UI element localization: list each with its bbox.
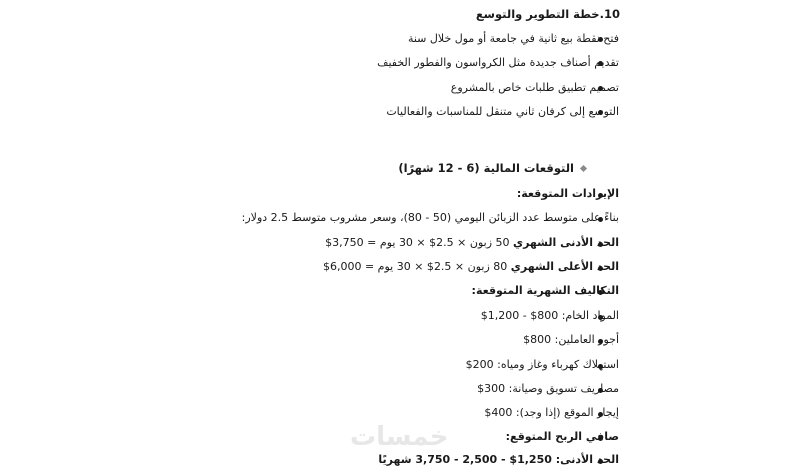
revenue-min — [325, 235, 619, 251]
revenue-max-value: 80 زبون × 2.5$ × 30 يوم = 6,000$ — [322, 260, 508, 273]
cost-item: المواد الخام: 800$ - 1,200$ — [480, 309, 619, 322]
profit-min: الحد الأدنى: 1,250$ - 2,500 - 3,750 شهريًا — [378, 453, 619, 466]
cost-item: استهلاك كهرباء وغاز ومياه: 200$ — [465, 358, 619, 371]
costs-label: التكاليف الشهرية المتوقعة: — [471, 284, 619, 297]
diamond-bullet-icon — [580, 165, 587, 172]
revenue-min-label: الحد الأدنى الشهري — [513, 236, 619, 249]
section-heading-financial: التوقعات المالية (6 - 12 شهرًا) — [398, 161, 574, 175]
revenue-basis: بناءً على متوسط عدد الزبائن اليومي (50 - 80)، وسعر مشروب متوسط 2.5 دولار: — [241, 211, 619, 224]
revenue-label: الإيرادات المتوقعة: — [516, 187, 619, 200]
cost-item: إيجار الموقع (إذا وجد): 400$ — [484, 406, 619, 419]
list-item: فتح نقطة بيع ثانية في جامعة أو مول خلال سنة — [407, 32, 619, 45]
list-item: تصميم تطبيق طلبات خاص بالمشروع — [450, 81, 619, 94]
cost-item: أجور العاملين: 800$ — [523, 333, 619, 346]
cost-item: مصاريف تسويق وصيانة: 300$ — [477, 382, 619, 395]
revenue-max-label: الحد الأعلى الشهري — [510, 260, 619, 273]
revenue-max — [323, 259, 619, 275]
revenue-min-value: 50 زبون × 2.5$ × 30 يوم = 3,750$ — [325, 236, 510, 249]
list-item: تقديم أصناف جديدة مثل الكرواسون والفطور الخفيف — [377, 56, 619, 69]
profit-label: صافي الربح المتوقع: — [505, 430, 619, 443]
section-heading-development: 10.خطة التطوير والتوسع — [475, 7, 620, 21]
watermark-logo: خمسات — [350, 422, 449, 452]
list-item: التوسع إلى كرفان ثاني متنقل للمناسبات والفعاليات — [386, 105, 619, 118]
